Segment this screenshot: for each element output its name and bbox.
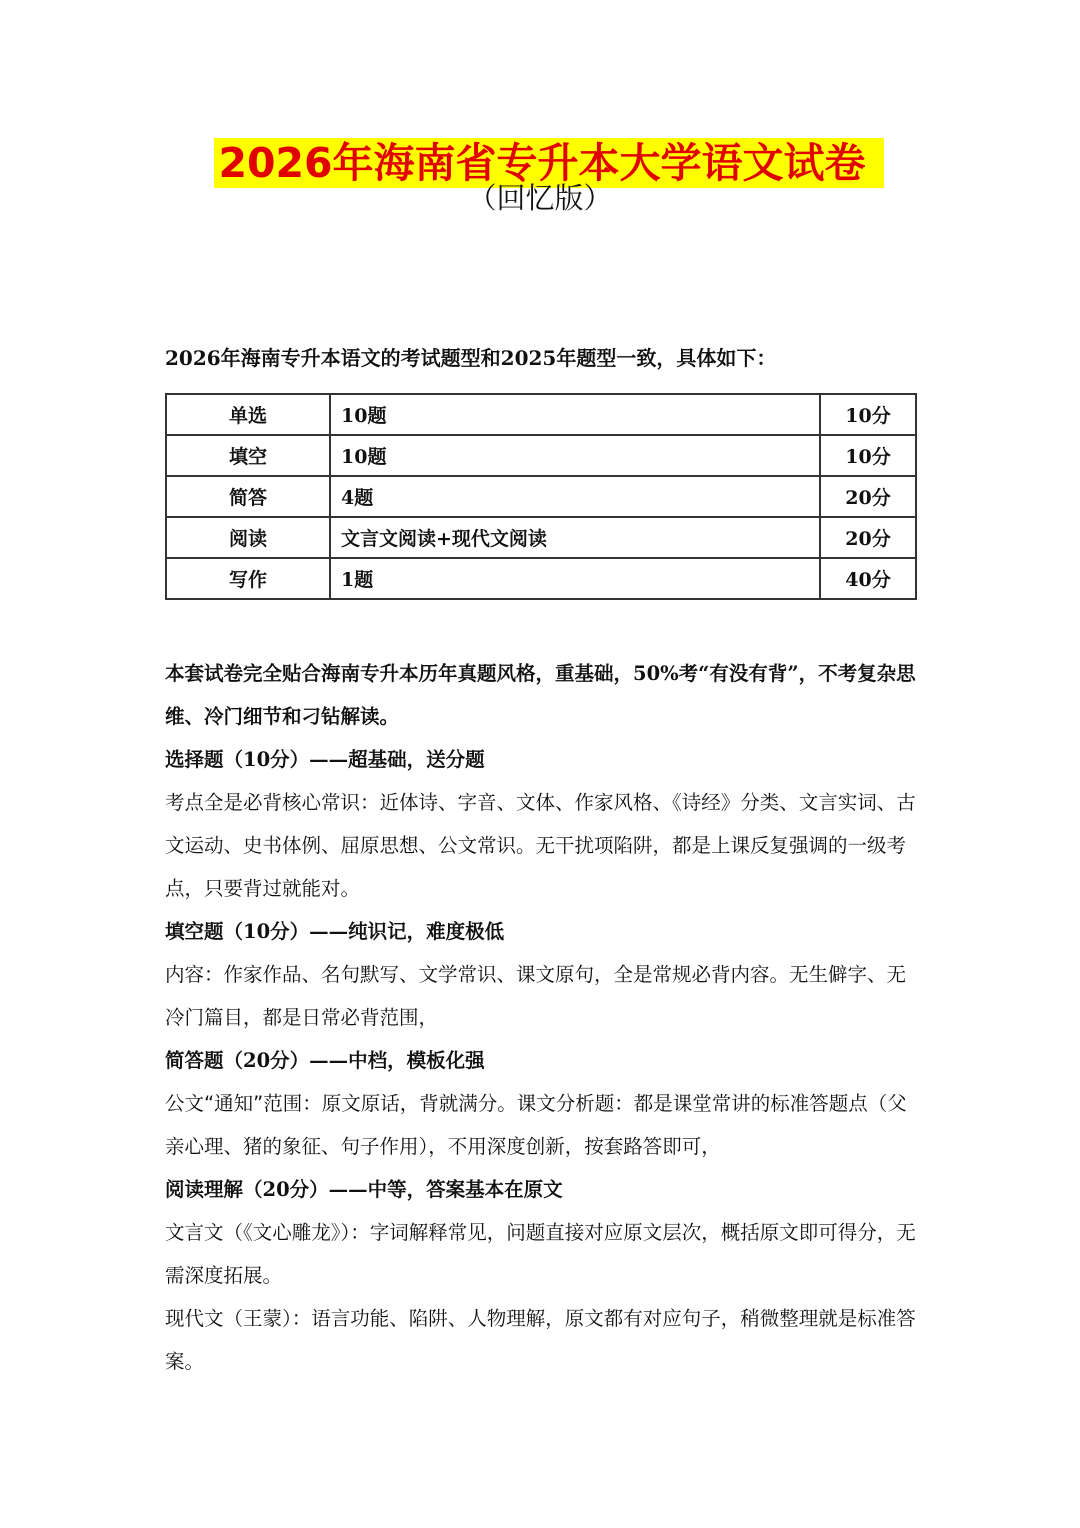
choice-body: 考点全是必背核心常识：近体诗、字音、文体、作家风格、《诗经》分类、文言实词、古文运动、史书体例、屈原思想、公文常识。无干扰项陷阱，都是上课反复强调的一级考点，只要背过就能对。: [165, 791, 916, 900]
summary-paragraph: 本套试卷完全贴合海南专升本历年真题风格，重基础，50%考“有没有背”，不考复杂思维、冷门细节和刁钻解读。: [165, 662, 916, 728]
question-score: 10分: [820, 394, 916, 435]
question-count: 10题: [330, 435, 820, 476]
short-answer-heading: 简答题（20分）——中档，模板化强: [165, 1049, 485, 1072]
fill-heading: 填空题（10分）——纯识记，难度极低: [165, 920, 505, 943]
question-count: 4题: [330, 476, 820, 517]
reading-classical-body: 文言文（《文心雕龙》）：字词解释常见，问题直接对应原文层次，概括原文即可得分，无需深度拓展。: [165, 1221, 916, 1287]
page-title: 2026年海南省专升本大学语文试卷: [214, 138, 883, 188]
short-answer-body: 公文“通知”范围：原文原话，背就满分。课文分析题：都是课堂常讲的标准答题点（父亲心理、猪的象征、句子作用），不用深度创新，按套路答即可，: [165, 1092, 907, 1158]
question-type: 写作: [166, 558, 330, 599]
question-count: 1题: [330, 558, 820, 599]
question-type: 阅读: [166, 517, 330, 558]
page-subtitle: （回忆版）: [467, 181, 613, 215]
question-score: 40分: [820, 558, 916, 599]
question-type: 单选: [166, 394, 330, 435]
intro-text: 2026年海南专升本语文的考试题型和2025年题型一致，具体如下：: [165, 346, 777, 370]
table-row: [166, 394, 916, 435]
question-type: 填空: [166, 435, 330, 476]
question-count: 文言文阅读+现代文阅读: [330, 517, 820, 558]
table-row: [166, 558, 916, 599]
choice-heading: 选择题（10分）——超基础，送分题: [165, 748, 485, 771]
reading-modern-body: 现代文（王蒙）：语言功能、陷阱、人物理解，原文都有对应句子，稍微整理就是标准答案。: [165, 1307, 916, 1373]
table-row: [166, 476, 916, 517]
exam-type-table: [165, 393, 917, 600]
table-row: [166, 517, 916, 558]
question-score: 20分: [820, 476, 916, 517]
fill-body: 内容：作家作品、名句默写、文学常识、课文原句，全是常规必背内容。无生僻字、无冷门篇目，都是日常必背范围，: [165, 963, 907, 1029]
question-score: 20分: [820, 517, 916, 558]
question-type: 简答: [166, 476, 330, 517]
question-count: 10题: [330, 394, 820, 435]
question-score: 10分: [820, 435, 916, 476]
exam-analysis: [165, 652, 925, 1383]
table-row: [166, 435, 916, 476]
reading-heading: 阅读理解（20分）——中等，答案基本在原文: [165, 1178, 563, 1201]
